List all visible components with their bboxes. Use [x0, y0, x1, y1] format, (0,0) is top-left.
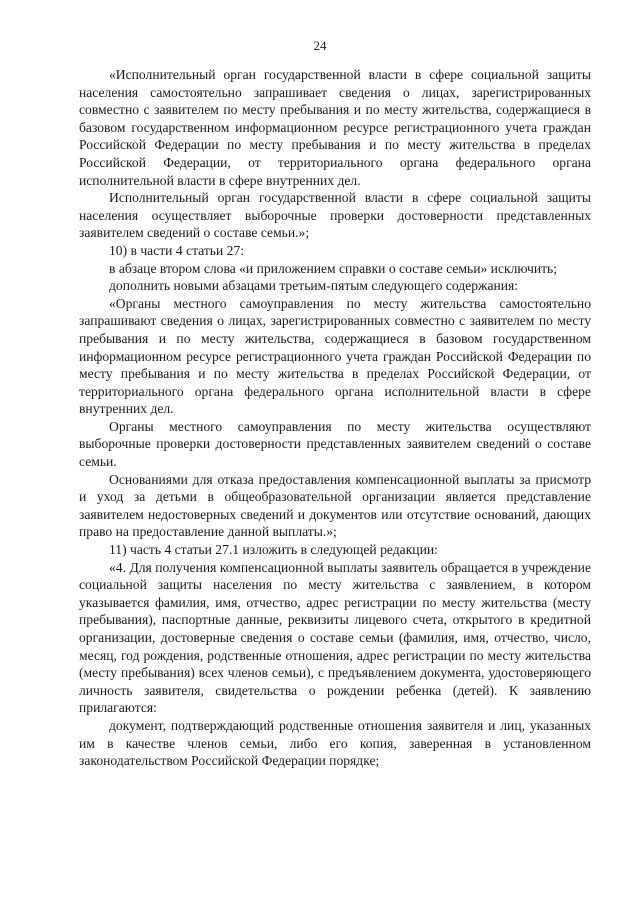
page-number: 24	[313, 38, 327, 53]
paragraph-8: Основаниями для отказа предоставления компенсационной выплаты за присмотр и уход за детьми в общеобразовательной организации является представление заявителем недостоверных сведений и документов или отсутствие оснований, дающих право на предоставление данной выплаты.»;	[79, 471, 591, 540]
paragraph-9: 11) часть 4 статьи 27.1 изложить в следующей редакции:	[109, 542, 438, 558]
paragraph-10: «4. Для получения компенсационной выплаты заявитель обращается в учреждение социальной защиты населения по месту жительства с заявлением, в котором указывается фамилия, имя, отчество, адрес регистрации по месту жительства (месту пребывания), паспортные данные, реквизиты лицевого счета, открытого в кредитной организации, достоверные сведения о составе семьи (фамилия, имя, отчество, число, месяц, год рождения, родственные отношения, адрес регистрации по месту жительства (месту пребывания) всех членов семьи), с предъявлением документа, удостоверяющего личность заявителя, свидетельства о рождении ребенка (детей). К заявлению прилагаются:	[79, 559, 591, 716]
paragraph-2: Исполнительный орган государственной власти в сфере социальной защиты населения осуществляет выборочные проверки достоверности представленных заявителем сведений о составе семьи.»;	[79, 190, 591, 241]
paragraph-4: в абзаце втором слова «и приложением справки о составе семьи» исключить;	[109, 260, 558, 276]
paragraph-1: «Исполнительный орган государственной власти в сфере социальной защиты населения самостоятельно запрашивает сведения о лицах, зарегистрированных совместно с заявителем по месту пребывания и по месту жительства, содержащиеся в базовом государственном информационном ресурсе регистрационного учета граждан Российской Федерации по месту пребывания и по месту жительства в пределах Российской Федерации, от территориального органа федерального органа исполнительной власти в сфере внутренних дел.	[79, 67, 591, 188]
paragraph-11: документ, подтверждающий родственные отношения заявителя и лиц, указанных им в качестве членов семьи, либо его копия, заверенная в установленном законодательством Российской Федерации порядке;	[79, 717, 591, 769]
paragraph-5: дополнить новыми абзацами третьим-пятым следующего содержания:	[109, 278, 519, 294]
paragraph-3: 10) в части 4 статьи 27:	[109, 242, 245, 258]
paragraph-6: «Органы местного самоуправления по месту жительства самостоятельно запрашивают сведения о лицах, зарегистрированных совместно с заявителем по месту пребывания и по месту жительства, содержащиеся в базовом государственном информационном ресурсе регистрационного учета граждан Российской Федерации по месту пребывания и по месту жительства в пределах Российской Федерации, от территориального органа федерального органа исполнительной власти в сфере внутренних дел.	[79, 295, 591, 417]
paragraph-7: Органы местного самоуправления по месту жительства осуществляют выборочные проверки достоверности представленных заявителем сведений о составе семьи.	[79, 418, 591, 470]
document-body	[79, 66, 591, 770]
